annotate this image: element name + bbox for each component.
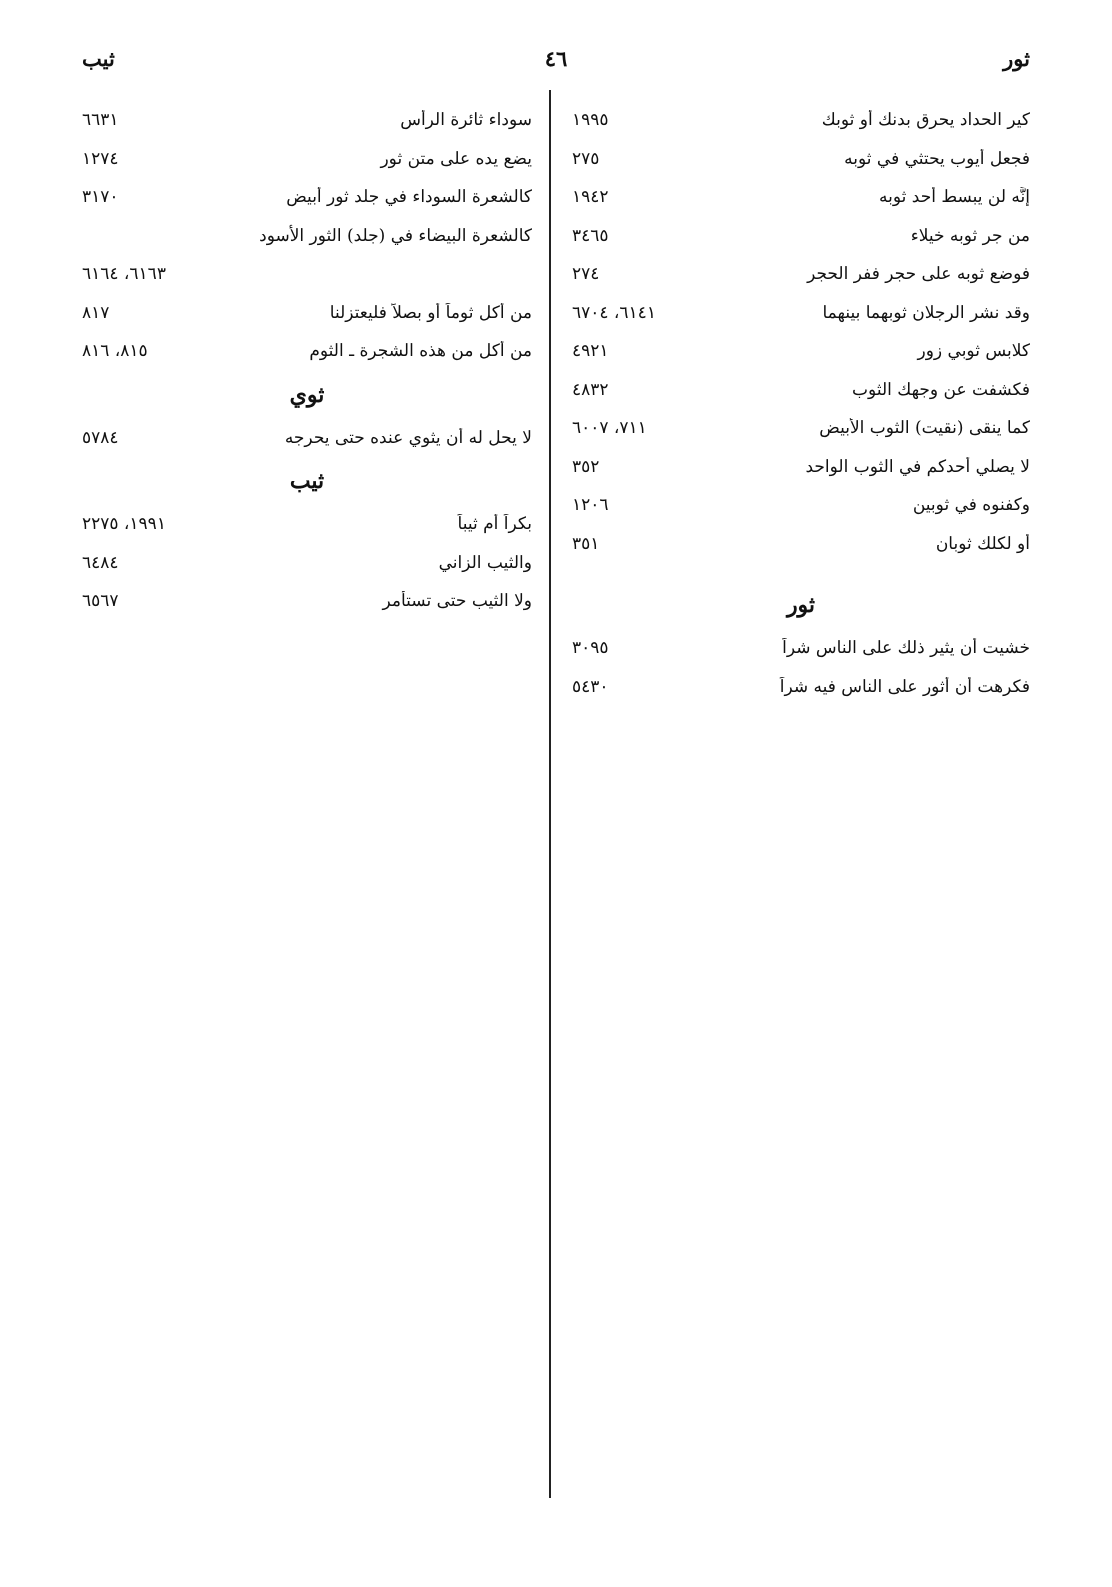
running-head-right: ثور — [1003, 46, 1030, 71]
entry-phrase: كما ينقى (نقيت) الثوب الأبيض — [819, 418, 1030, 439]
entry-phrase: من أكل ثوماً أو بصلاً فليعتزلنا — [329, 302, 532, 323]
entry-phrase: يضع يده على متن ثور — [380, 148, 532, 169]
index-entry — [82, 101, 532, 140]
entry-refs: ٦١٤١، ٦٧٠٤ — [572, 302, 656, 323]
index-entry — [82, 217, 532, 294]
entry-refs: ١٩٩١، ٢٢٧٥ — [82, 514, 166, 535]
entry-refs: ٨١٧ — [82, 302, 110, 323]
entry-phrase: إنَّه لن يبسط أحد ثوبه — [879, 187, 1030, 208]
column-divider — [549, 90, 551, 1498]
entry-phrase: فكرهت أن أثور على الناس فيه شراً — [779, 676, 1030, 697]
entry-refs: ٦٦٣١ — [82, 110, 119, 131]
entry-phrase: كالشعرة السوداء في جلد ثور أبيض — [286, 187, 532, 208]
section-heading: ثوي — [289, 381, 325, 408]
running-head-left: ثيب — [82, 46, 115, 71]
index-entry — [82, 332, 532, 371]
index-entry — [572, 255, 1030, 294]
entry-refs: ١٩٤٢ — [572, 187, 609, 208]
index-entry — [572, 101, 1030, 140]
entry-refs: ٣١٧٠ — [82, 187, 119, 208]
entry-refs: ٦٥٦٧ — [82, 591, 119, 612]
entry-phrase: أو لكلك ثوبان — [935, 533, 1030, 554]
entry-refs: ٦١٦٣، ٦١٦٤ — [82, 264, 166, 284]
entry-phrase: من أكل من هذه الشجرة ـ الثوم — [309, 341, 532, 362]
right-column — [572, 101, 1030, 706]
entry-phrase: فوضع ثوبه على حجر ففر الحجر — [807, 264, 1030, 285]
index-entry — [82, 140, 532, 179]
entry-refs: ٨١٥، ٨١٦ — [82, 341, 148, 362]
index-entry — [82, 544, 532, 583]
entry-refs: ٤٩٢١ — [572, 341, 609, 362]
entry-phrase: كالشعرة البيضاء في (جلد) الثور الأسود — [259, 225, 532, 246]
entry-refs: ٢٧٥ — [572, 148, 600, 169]
left-column — [82, 101, 532, 621]
index-entry — [572, 294, 1030, 333]
entry-phrase: بكراً أم ثيباً — [457, 514, 532, 535]
entry-phrase: كير الحداد يحرق بدنك أو ثوبك — [821, 110, 1030, 131]
entry-phrase: والثيب الزاني — [438, 552, 532, 573]
entry-phrase: كلابس ثوبي زور — [917, 341, 1030, 362]
index-entry — [572, 668, 1030, 707]
entry-phrase: ولا الثيب حتى تستأمر — [382, 591, 532, 612]
index-entry — [572, 371, 1030, 410]
index-entry — [82, 419, 532, 458]
index-entry — [572, 525, 1030, 564]
entry-refs: ٥٤٣٠ — [572, 676, 609, 697]
entry-refs: ١٢٠٦ — [572, 495, 609, 516]
entry-phrase: فكشفت عن وجهك الثوب — [852, 379, 1030, 400]
entry-refs: ٧١١، ٦٠٠٧ — [572, 418, 647, 439]
index-entry — [572, 332, 1030, 371]
index-entry — [572, 629, 1030, 668]
index-entry — [572, 486, 1030, 525]
entry-phrase: من جر ثوبه خيلاء — [910, 225, 1030, 246]
entry-refs: ٦٤٨٤ — [82, 552, 119, 573]
entry-phrase: فجعل أيوب يحتثي في ثوبه — [844, 148, 1030, 169]
entry-refs: ٤٨٣٢ — [572, 379, 609, 400]
entry-phrase: وقد نشر الرجلان ثوبهما بينهما — [822, 302, 1030, 323]
entry-refs: ١٩٩٥ — [572, 110, 609, 131]
index-entry — [82, 178, 532, 217]
index-entry — [82, 505, 532, 544]
entry-phrase: وكفنوه في ثوبين — [912, 495, 1030, 516]
entry-refs: ٣٤٦٥ — [572, 225, 609, 246]
entry-refs: ٣٠٩٥ — [572, 638, 609, 659]
index-entry — [572, 448, 1030, 487]
index-entry — [572, 409, 1030, 448]
entry-phrase: خشيت أن يثير ذلك على الناس شراً — [782, 638, 1030, 659]
page-number: ٤٦ — [544, 46, 568, 71]
index-entry — [572, 178, 1030, 217]
entry-phrase: لا يصلي أحدكم في الثوب الواحد — [805, 456, 1030, 477]
entry-phrase: لا يحل له أن يثوي عنده حتى يحرجه — [284, 427, 532, 448]
entry-refs: ٥٧٨٤ — [82, 427, 119, 448]
entry-phrase: سوداء ثائرة الرأس — [400, 110, 532, 131]
section-heading: ثيب — [289, 468, 325, 494]
section-heading: ثور — [786, 592, 816, 618]
entry-refs: ٢٧٤ — [572, 264, 600, 285]
entry-refs: ٣٥٢ — [572, 456, 600, 477]
index-entry — [572, 217, 1030, 256]
index-entry — [82, 582, 532, 621]
index-entry — [82, 294, 532, 333]
index-entry — [572, 140, 1030, 179]
entry-refs: ٣٥١ — [572, 533, 600, 554]
entry-refs: ١٢٧٤ — [82, 148, 119, 169]
